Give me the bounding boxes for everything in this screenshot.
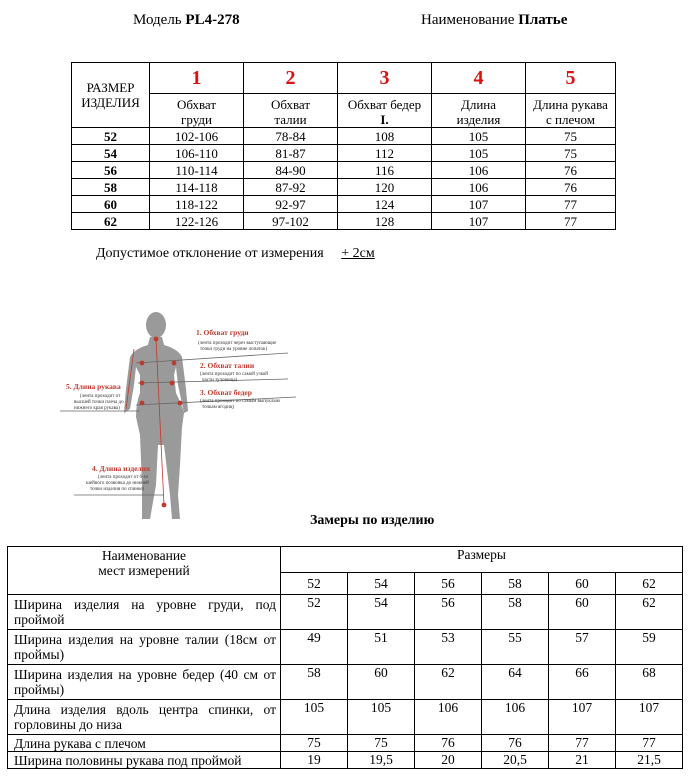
size-row [72,162,616,179]
value-cell: 76 [526,179,616,196]
value-cell: 106 [432,162,526,179]
size-header-cell: 56 [415,573,482,595]
label-waist-title: 2. Обхват талии [200,361,255,370]
size-cell: 58 [72,179,150,196]
value-cell: 120 [338,179,432,196]
value-cell: 102-106 [150,128,244,145]
measurement-value: 20 [415,752,482,769]
tolerance-text: Допустимое отклонение от измерения [96,246,324,261]
sizes-header: Размеры [281,547,683,573]
svg-text:(лента проходит по самой узкой: (лента проходит по самой узкой [200,372,268,377]
value-cell: 124 [338,196,432,213]
measurement-value: 56 [415,595,482,630]
value-cell: 76 [526,162,616,179]
value-cell: 107 [432,213,526,230]
measurement-row [8,700,683,735]
measurement-name: Ширина изделия на уровне талии (18см от проймы) [8,630,281,665]
measurement-value: 62 [415,665,482,700]
value-cell: 108 [338,128,432,145]
measurement-value: 106 [415,700,482,735]
measurement-value: 21,5 [616,752,683,769]
size-row [72,128,616,145]
measurement-value: 76 [415,735,482,752]
measurement-name: Длина изделия вдоль центра спинки, от горловины до низа [8,700,281,735]
measurement-value: 20,5 [482,752,549,769]
svg-text:(лента проходит от: (лента проходит от [80,394,121,399]
measurement-value: 75 [348,735,415,752]
value-cell: 92-97 [244,196,338,213]
size-cell: 54 [72,145,150,162]
size-header-cell: 58 [482,573,549,595]
model-line [133,12,240,29]
measurement-value: 57 [549,630,616,665]
col-number-1: 1 [150,63,244,94]
measurement-value: 107 [549,700,616,735]
size-row [72,213,616,230]
value-cell: 122-126 [150,213,244,230]
measurement-row [8,752,683,769]
svg-text:высшей точки плеча до: высшей точки плеча до [74,400,124,405]
name-line [421,12,567,29]
col-label-sleeve: Длина рукава с плечом [526,94,616,128]
value-cell: 75 [526,145,616,162]
col-number-3: 3 [338,63,432,94]
value-cell: 114-118 [150,179,244,196]
value-cell: 106 [432,179,526,196]
measurement-value: 60 [549,595,616,630]
measurement-value: 107 [616,700,683,735]
measurement-value: 62 [616,595,683,630]
svg-text:(лента проходит от 6-го: (лента проходит от 6-го [98,475,149,480]
col-label-bust: Обхват груди [150,94,244,128]
value-cell: 105 [432,128,526,145]
measurement-figure [60,305,300,527]
size-cell: 62 [72,213,150,230]
value-cell: 107 [432,196,526,213]
size-header-cell: 52 [281,573,348,595]
label-sleeve-title: 5. Длина рукава [66,382,121,391]
measurement-row [8,735,683,752]
measurement-value: 19,5 [348,752,415,769]
measurement-value: 105 [348,700,415,735]
measurement-value: 77 [549,735,616,752]
measurement-name: Ширина изделия на уровне бедер (40 см от проймы) [8,665,281,700]
size-cell: 52 [72,128,150,145]
label-hips-title: 3. Обхват бедер [200,388,252,397]
measurement-name: Ширина изделия на уровне груди, под проймой [8,595,281,630]
measurement-value: 106 [482,700,549,735]
svg-text:части туловища): части туловища) [202,378,238,383]
value-cell: 112 [338,145,432,162]
svg-text:точки груди на уровне лопаток): точки груди на уровне лопаток) [200,347,268,352]
measurement-value: 51 [348,630,415,665]
size-row [72,179,616,196]
measurement-value: 58 [281,665,348,700]
size-header-cell: 60 [549,573,616,595]
col-label-waist: Обхват талии [244,94,338,128]
measurement-value: 53 [415,630,482,665]
measurement-name: Длина рукава с плечом [8,735,281,752]
measurement-row [8,665,683,700]
size-chart-table [71,62,616,230]
measurement-value: 105 [281,700,348,735]
measurement-value: 21 [549,752,616,769]
value-cell: 105 [432,145,526,162]
measure-table-title: Замеры по изделию [310,513,435,528]
size-row [72,196,616,213]
value-cell: 118-122 [150,196,244,213]
tolerance-note [96,246,375,262]
measurement-value: 55 [482,630,549,665]
value-cell: 97-102 [244,213,338,230]
measurement-value: 58 [482,595,549,630]
label-length-title: 4. Длина изделия [92,464,151,473]
measurement-value: 52 [281,595,348,630]
model-label: Модель [133,12,182,28]
tolerance-value: + 2см [341,246,375,261]
name-label: Наименование [421,12,515,28]
measurement-value: 75 [281,735,348,752]
value-cell: 110-114 [150,162,244,179]
measurement-value: 66 [549,665,616,700]
measurement-value: 49 [281,630,348,665]
name-column-header: Наименование мест измерений [8,547,281,595]
garment-measurements-table [7,546,683,769]
measurement-value: 54 [348,595,415,630]
measurement-row [8,595,683,630]
measurement-value: 59 [616,630,683,665]
size-column-header: РАЗМЕР ИЗДЕЛИЯ [72,63,150,128]
size-header-cell: 54 [348,573,415,595]
value-cell: 116 [338,162,432,179]
size-row [72,145,616,162]
value-cell: 81-87 [244,145,338,162]
measurement-value: 19 [281,752,348,769]
model-value: PL4-278 [185,12,240,28]
measurement-value: 64 [482,665,549,700]
label-bust-title: 1. Обхват груди [196,328,249,337]
svg-text:точки изделия по спинке): точки изделия по спинке) [90,487,145,492]
col-number-4: 4 [432,63,526,94]
value-cell: 77 [526,213,616,230]
measurement-row [8,630,683,665]
name-value: Платье [518,12,568,28]
measurement-name: Ширина половины рукава под проймой [8,752,281,769]
measurement-value: 68 [616,665,683,700]
svg-text:(лента проходит через выступаю: (лента проходит через выступающие [198,341,277,346]
value-cell: 78-84 [244,128,338,145]
value-cell: 87-92 [244,179,338,196]
col-number-5: 5 [526,63,616,94]
svg-text:шейного позвонка до нижней: шейного позвонка до нижней [86,481,149,486]
value-cell: 106-110 [150,145,244,162]
svg-text:точкам ягодиц): точкам ягодиц) [202,405,235,410]
col-number-2: 2 [244,63,338,94]
col-label-length: Длина изделия [432,94,526,128]
svg-text:(лента проходит по самым выпук: (лента проходит по самым выпуклым [200,399,280,404]
size-header-cell: 62 [616,573,683,595]
measurement-value: 60 [348,665,415,700]
measurement-value: 76 [482,735,549,752]
size-cell: 56 [72,162,150,179]
svg-text:нижнего края рукава): нижнего края рукава) [74,406,120,411]
value-cell: 75 [526,128,616,145]
size-cell: 60 [72,196,150,213]
value-cell: 128 [338,213,432,230]
col-label-hips: Обхват бедер I. [338,94,432,128]
measurement-value: 77 [616,735,683,752]
value-cell: 77 [526,196,616,213]
value-cell: 84-90 [244,162,338,179]
